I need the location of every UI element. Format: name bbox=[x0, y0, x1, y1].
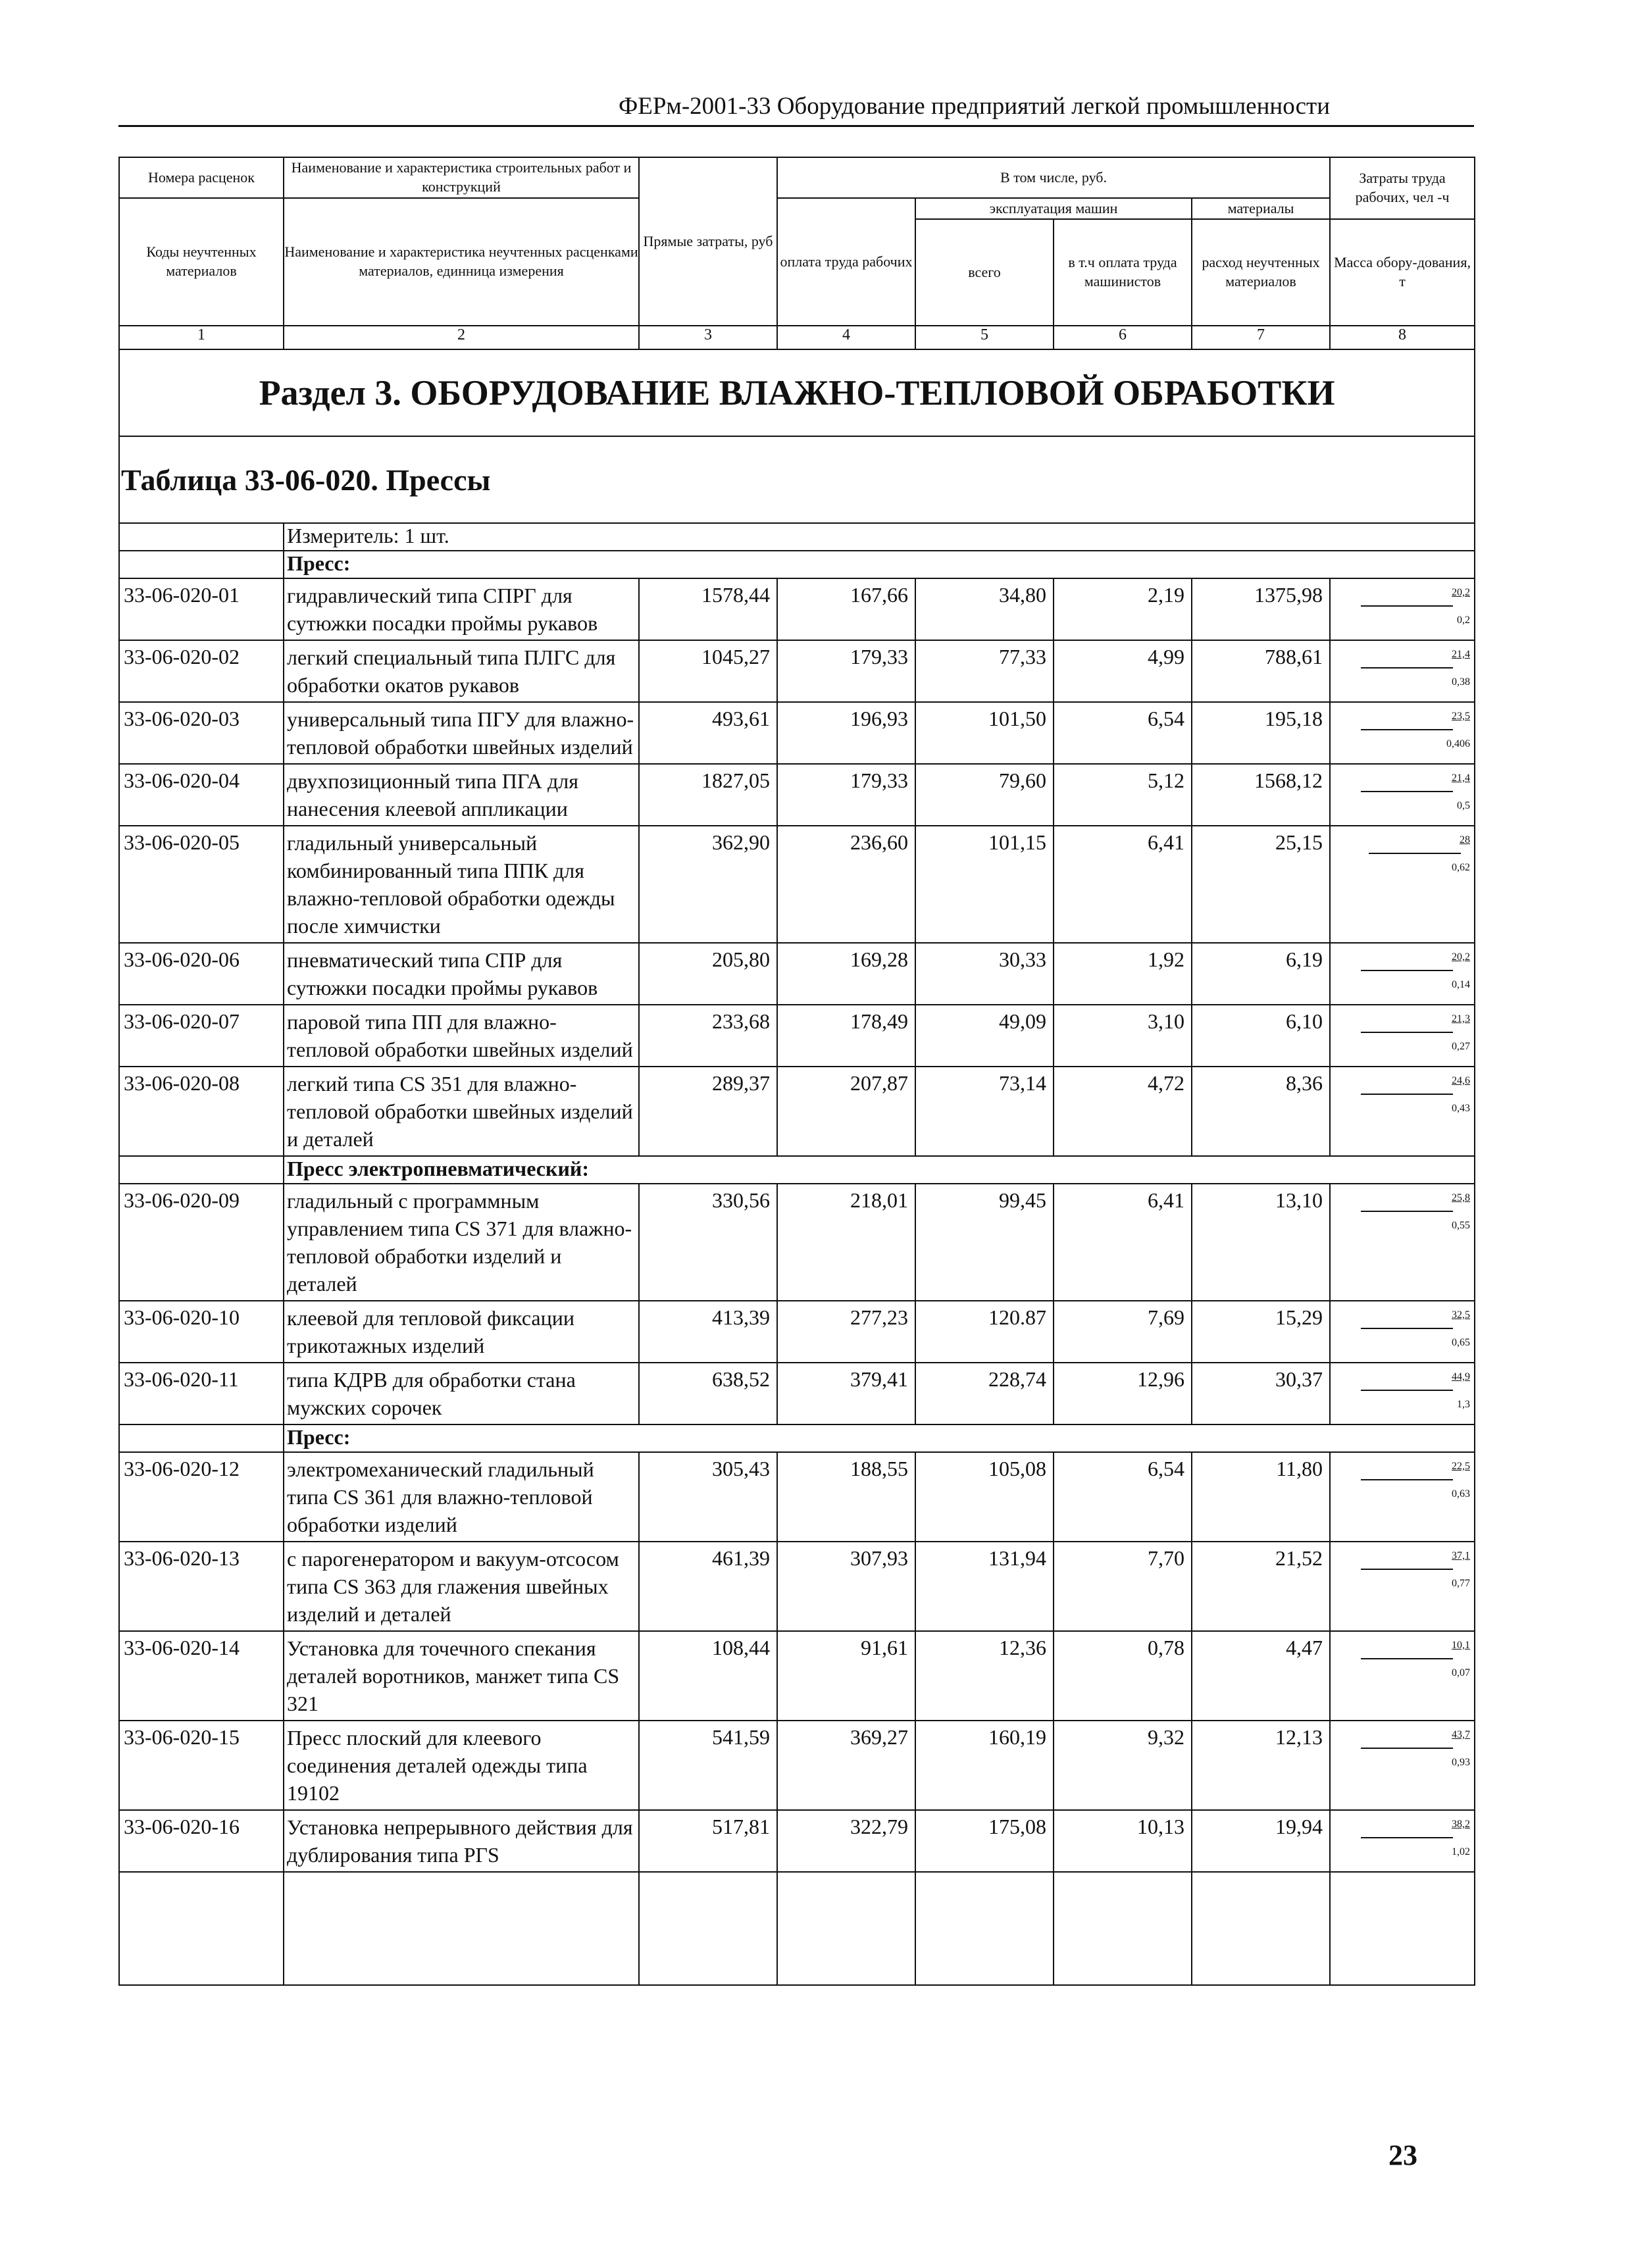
machines-total: 30,33 bbox=[915, 943, 1054, 1005]
header-rule bbox=[118, 125, 1474, 127]
rate-code: 33-06-020-16 bbox=[119, 1810, 284, 1872]
labor-and-mass bbox=[1330, 1184, 1475, 1301]
equipment-mass: 0,27 bbox=[1452, 1041, 1471, 1052]
rate-code: 33-06-020-07 bbox=[119, 1005, 284, 1067]
blank-cell bbox=[639, 1872, 777, 1985]
work-name: легкий типа CS 351 для влажно-тепловой обработки швейных изделий и деталей bbox=[284, 1067, 639, 1156]
labor-hours: 32,5 bbox=[1331, 1301, 1474, 1329]
group-label: Пресс электропневматический: bbox=[284, 1156, 1475, 1184]
equipment-mass: 0,2 bbox=[1457, 615, 1471, 626]
machine-operators-pay: 6,41 bbox=[1054, 826, 1192, 943]
direct-cost: 638,52 bbox=[639, 1363, 777, 1424]
work-name: гладильный универсальный комбинированный типа ППК для влажно-тепловой обработки одежды после химчистки bbox=[284, 826, 639, 943]
rates-table bbox=[118, 157, 1475, 1986]
col1-top-header: Номера расценок bbox=[119, 157, 284, 198]
table-title: Таблица 33-06-020. Прессы bbox=[119, 436, 1475, 523]
column-number: 2 bbox=[284, 326, 639, 349]
labor-hours: 28 bbox=[1331, 826, 1474, 854]
equipment-mass: 0,5 bbox=[1457, 800, 1471, 811]
machine-operators-pay: 1,92 bbox=[1054, 943, 1192, 1005]
work-name: Установка для точечного спекания деталей воротников, манжет типа CS 321 bbox=[284, 1631, 639, 1721]
table-row bbox=[119, 1363, 1475, 1424]
labor-hours: 24,6 bbox=[1331, 1067, 1474, 1095]
machines-total: 101,15 bbox=[915, 826, 1054, 943]
materials-cost: 13,10 bbox=[1192, 1184, 1330, 1301]
direct-cost: 1578,44 bbox=[639, 578, 777, 640]
table-row bbox=[119, 1067, 1475, 1156]
machines-total: 175,08 bbox=[915, 1810, 1054, 1872]
machine-operators-pay: 7,69 bbox=[1054, 1301, 1192, 1363]
direct-cost: 517,81 bbox=[639, 1810, 777, 1872]
direct-cost: 362,90 bbox=[639, 826, 777, 943]
direct-cost: 305,43 bbox=[639, 1452, 777, 1542]
column-number: 1 bbox=[119, 326, 284, 349]
materials-cost: 6,19 bbox=[1192, 943, 1330, 1005]
labor-pay: 207,87 bbox=[777, 1067, 915, 1156]
work-name: двухпозиционный типа ПГА для нанесения клеевой аппликации bbox=[284, 764, 639, 826]
work-name: типа КДРВ для обработки стана мужских сорочек bbox=[284, 1363, 639, 1424]
labor-and-mass bbox=[1330, 764, 1475, 826]
direct-cost: 289,37 bbox=[639, 1067, 777, 1156]
work-name: пневматический типа СПР для сутюжки посадки проймы рукавов bbox=[284, 943, 639, 1005]
machines-total: 120.87 bbox=[915, 1301, 1054, 1363]
labor-hours: 37,1 bbox=[1331, 1542, 1474, 1570]
work-name: Установка непрерывного действия для дублирования типа PГS bbox=[284, 1810, 639, 1872]
table-row bbox=[119, 764, 1475, 826]
machine-operators-pay: 4,72 bbox=[1054, 1067, 1192, 1156]
machine-operators-pay: 9,32 bbox=[1054, 1721, 1192, 1810]
labor-pay: 178,49 bbox=[777, 1005, 915, 1067]
materials-cost: 4,47 bbox=[1192, 1631, 1330, 1721]
machines-total: 160,19 bbox=[915, 1721, 1054, 1810]
column-number: 8 bbox=[1330, 326, 1475, 349]
equipment-mass: 1,02 bbox=[1452, 1846, 1471, 1857]
machine-operators-pay: 4,99 bbox=[1054, 640, 1192, 702]
col5-header: всего bbox=[915, 219, 1054, 326]
machine-operators-pay: 6,54 bbox=[1054, 702, 1192, 764]
labor-hours: 20,2 bbox=[1331, 944, 1474, 971]
machine-operators-pay: 6,54 bbox=[1054, 1452, 1192, 1542]
labor-and-mass bbox=[1330, 1810, 1475, 1872]
direct-cost: 108,44 bbox=[639, 1631, 777, 1721]
machine-operators-pay: 10,13 bbox=[1054, 1810, 1192, 1872]
labor-and-mass bbox=[1330, 1005, 1475, 1067]
labor-and-mass bbox=[1330, 702, 1475, 764]
work-name: паровой типа ПП для влажно-тепловой обработки швейных изделий bbox=[284, 1005, 639, 1067]
group-spacer bbox=[119, 551, 284, 578]
rates-table-frame bbox=[118, 157, 1474, 1986]
work-name: гладильный с программным управлением типа CS 371 для влажно-тепловой обработки изделий и деталей bbox=[284, 1184, 639, 1301]
labor-hours: 21,4 bbox=[1331, 641, 1474, 668]
rate-code: 33-06-020-01 bbox=[119, 578, 284, 640]
rate-code: 33-06-020-13 bbox=[119, 1542, 284, 1631]
rate-code: 33-06-020-03 bbox=[119, 702, 284, 764]
blank-cell bbox=[915, 1872, 1054, 1985]
col8-top-header: Затраты труда рабочих, чел -ч bbox=[1330, 157, 1475, 219]
direct-cost: 330,56 bbox=[639, 1184, 777, 1301]
machines-total: 105,08 bbox=[915, 1452, 1054, 1542]
machines-total: 99,45 bbox=[915, 1184, 1054, 1301]
machines-group-header: эксплуатация машин bbox=[915, 198, 1192, 219]
materials-cost: 195,18 bbox=[1192, 702, 1330, 764]
rate-code: 33-06-020-10 bbox=[119, 1301, 284, 1363]
labor-hours: 20,2 bbox=[1331, 579, 1474, 607]
labor-pay: 277,23 bbox=[777, 1301, 915, 1363]
direct-cost: 1827,05 bbox=[639, 764, 777, 826]
group-row bbox=[119, 1424, 1475, 1452]
machines-total: 131,94 bbox=[915, 1542, 1054, 1631]
group-label: Пресс: bbox=[284, 1424, 1475, 1452]
column-number: 7 bbox=[1192, 326, 1330, 349]
equipment-mass: 0,07 bbox=[1452, 1667, 1471, 1678]
blank-cell bbox=[119, 1872, 284, 1985]
table-row bbox=[119, 826, 1475, 943]
included-group-header: В том числе, руб. bbox=[777, 157, 1330, 198]
blank-cell bbox=[284, 1872, 639, 1985]
column-number: 3 bbox=[639, 326, 777, 349]
materials-cost: 21,52 bbox=[1192, 1542, 1330, 1631]
table-row bbox=[119, 1184, 1475, 1301]
labor-hours: 38,2 bbox=[1331, 1811, 1474, 1838]
machines-total: 77,33 bbox=[915, 640, 1054, 702]
machine-operators-pay: 7,70 bbox=[1054, 1542, 1192, 1631]
machines-total: 73,14 bbox=[915, 1067, 1054, 1156]
work-name: гидравлический типа СПРГ для сутюжки посадки проймы рукавов bbox=[284, 578, 639, 640]
materials-cost: 1375,98 bbox=[1192, 578, 1330, 640]
labor-and-mass bbox=[1330, 1542, 1475, 1631]
labor-pay: 196,93 bbox=[777, 702, 915, 764]
group-spacer bbox=[119, 1424, 284, 1452]
unit-of-measure: Измеритель: 1 шт. bbox=[284, 523, 1475, 551]
column-number: 4 bbox=[777, 326, 915, 349]
col4-header: оплата труда рабочих bbox=[777, 198, 915, 326]
equipment-mass: 0,77 bbox=[1452, 1578, 1471, 1589]
table-row bbox=[119, 1005, 1475, 1067]
labor-and-mass bbox=[1330, 1452, 1475, 1542]
labor-and-mass bbox=[1330, 943, 1475, 1005]
table-row bbox=[119, 1721, 1475, 1810]
labor-hours: 43,7 bbox=[1331, 1721, 1474, 1749]
labor-pay: 179,33 bbox=[777, 640, 915, 702]
rate-code: 33-06-020-02 bbox=[119, 640, 284, 702]
materials-cost: 15,29 bbox=[1192, 1301, 1330, 1363]
meter-spacer bbox=[119, 523, 284, 551]
materials-group-header: материалы bbox=[1192, 198, 1330, 219]
machines-total: 228,74 bbox=[915, 1363, 1054, 1424]
section-title: Раздел 3. ОБОРУДОВАНИЕ ВЛАЖНО-ТЕПЛОВОЙ ОБРАБОТКИ bbox=[119, 349, 1475, 436]
group-row bbox=[119, 1156, 1475, 1184]
machine-operators-pay: 2,19 bbox=[1054, 578, 1192, 640]
work-name: клеевой для тепловой фиксации трикотажных изделий bbox=[284, 1301, 639, 1363]
labor-hours: 21,4 bbox=[1331, 765, 1474, 792]
work-name: универсальный типа ПГУ для влажно-тепловой обработки швейных изделий bbox=[284, 702, 639, 764]
labor-pay: 167,66 bbox=[777, 578, 915, 640]
rate-code: 33-06-020-05 bbox=[119, 826, 284, 943]
page-number: 23 bbox=[1388, 2139, 1417, 2171]
direct-cost: 205,80 bbox=[639, 943, 777, 1005]
column-number: 5 bbox=[915, 326, 1054, 349]
labor-hours: 44,9 bbox=[1331, 1363, 1474, 1391]
machines-total: 49,09 bbox=[915, 1005, 1054, 1067]
table-row bbox=[119, 578, 1475, 640]
labor-pay: 369,27 bbox=[777, 1721, 915, 1810]
table-row bbox=[119, 943, 1475, 1005]
materials-cost: 6,10 bbox=[1192, 1005, 1330, 1067]
work-name: электромеханический гладильный типа CS 361 для влажно-тепловой обработки изделий bbox=[284, 1452, 639, 1542]
machines-total: 34,80 bbox=[915, 578, 1054, 640]
equipment-mass: 0,65 bbox=[1452, 1337, 1471, 1348]
machines-total: 12,36 bbox=[915, 1631, 1054, 1721]
labor-hours: 10,1 bbox=[1331, 1632, 1474, 1659]
group-row bbox=[119, 551, 1475, 578]
labor-pay: 236,60 bbox=[777, 826, 915, 943]
rate-code: 33-06-020-14 bbox=[119, 1631, 284, 1721]
rate-code: 33-06-020-12 bbox=[119, 1452, 284, 1542]
labor-pay: 322,79 bbox=[777, 1810, 915, 1872]
running-header: ФЕРм-2001-33 Оборудование предприятий легкой промышленности bbox=[619, 93, 1331, 120]
col8-bottom-header: Масса обору-дования, т bbox=[1330, 219, 1475, 326]
direct-cost: 233,68 bbox=[639, 1005, 777, 1067]
column-numbers-row bbox=[119, 326, 1475, 349]
group-label: Пресс: bbox=[284, 551, 1475, 578]
col2-bottom-header: Наименование и характеристика неучтенных расценками материалов, единница измерения bbox=[284, 198, 639, 326]
col2-top-header: Наименование и характеристика строительных работ и конструкций bbox=[284, 157, 639, 198]
col6-header: в т.ч оплата труда машинистов bbox=[1054, 219, 1192, 326]
rate-code: 33-06-020-11 bbox=[119, 1363, 284, 1424]
work-name: Пресс плоский для клеевого соединения деталей одежды типа 19102 bbox=[284, 1721, 639, 1810]
labor-pay: 188,55 bbox=[777, 1452, 915, 1542]
equipment-mass: 0,62 bbox=[1452, 862, 1471, 873]
labor-pay: 379,41 bbox=[777, 1363, 915, 1424]
blank-row bbox=[119, 1872, 1475, 1985]
labor-pay: 179,33 bbox=[777, 764, 915, 826]
labor-pay: 91,61 bbox=[777, 1631, 915, 1721]
labor-pay: 307,93 bbox=[777, 1542, 915, 1631]
rate-code: 33-06-020-08 bbox=[119, 1067, 284, 1156]
labor-and-mass bbox=[1330, 826, 1475, 943]
materials-cost: 30,37 bbox=[1192, 1363, 1330, 1424]
rate-code: 33-06-020-06 bbox=[119, 943, 284, 1005]
materials-cost: 8,36 bbox=[1192, 1067, 1330, 1156]
table-row bbox=[119, 640, 1475, 702]
machine-operators-pay: 0,78 bbox=[1054, 1631, 1192, 1721]
table-row bbox=[119, 1301, 1475, 1363]
table-row bbox=[119, 1631, 1475, 1721]
work-name: легкий специальный типа ПЛГС для обработки окатов рукавов bbox=[284, 640, 639, 702]
blank-cell bbox=[1054, 1872, 1192, 1985]
machine-operators-pay: 5,12 bbox=[1054, 764, 1192, 826]
blank-cell bbox=[1330, 1872, 1475, 1985]
blank-cell bbox=[777, 1872, 915, 1985]
equipment-mass: 0,55 bbox=[1452, 1220, 1471, 1231]
labor-and-mass bbox=[1330, 1067, 1475, 1156]
table-row bbox=[119, 702, 1475, 764]
labor-and-mass bbox=[1330, 640, 1475, 702]
col7-header: расход неучтенных материалов bbox=[1192, 219, 1330, 326]
labor-pay: 218,01 bbox=[777, 1184, 915, 1301]
group-spacer bbox=[119, 1156, 284, 1184]
materials-cost: 788,61 bbox=[1192, 640, 1330, 702]
materials-cost: 25,15 bbox=[1192, 826, 1330, 943]
materials-cost: 12,13 bbox=[1192, 1721, 1330, 1810]
equipment-mass: 1,3 bbox=[1457, 1399, 1471, 1410]
materials-cost: 19,94 bbox=[1192, 1810, 1330, 1872]
direct-cost: 413,39 bbox=[639, 1301, 777, 1363]
machines-total: 101,50 bbox=[915, 702, 1054, 764]
machines-total: 79,60 bbox=[915, 764, 1054, 826]
table-row bbox=[119, 1452, 1475, 1542]
col1-bottom-header: Коды неучтенных материалов bbox=[119, 198, 284, 326]
labor-hours: 23,5 bbox=[1331, 703, 1474, 730]
machine-operators-pay: 6,41 bbox=[1054, 1184, 1192, 1301]
table-row bbox=[119, 1810, 1475, 1872]
direct-cost: 493,61 bbox=[639, 702, 777, 764]
direct-cost: 461,39 bbox=[639, 1542, 777, 1631]
materials-cost: 11,80 bbox=[1192, 1452, 1330, 1542]
work-name: с парогенератором и вакуум-отсосом типа CS 363 для глажения швейных изделий и деталей bbox=[284, 1542, 639, 1631]
machine-operators-pay: 12,96 bbox=[1054, 1363, 1192, 1424]
blank-cell bbox=[1192, 1872, 1330, 1985]
machine-operators-pay: 3,10 bbox=[1054, 1005, 1192, 1067]
rate-code: 33-06-020-04 bbox=[119, 764, 284, 826]
labor-and-mass bbox=[1330, 1301, 1475, 1363]
equipment-mass: 0,38 bbox=[1452, 676, 1471, 688]
materials-cost: 1568,12 bbox=[1192, 764, 1330, 826]
equipment-mass: 0,43 bbox=[1452, 1103, 1471, 1114]
equipment-mass: 0,406 bbox=[1446, 738, 1471, 749]
column-number: 6 bbox=[1054, 326, 1192, 349]
labor-and-mass bbox=[1330, 1721, 1475, 1810]
labor-and-mass bbox=[1330, 578, 1475, 640]
labor-and-mass bbox=[1330, 1631, 1475, 1721]
equipment-mass: 0,14 bbox=[1452, 979, 1471, 990]
direct-cost: 1045,27 bbox=[639, 640, 777, 702]
equipment-mass: 0,93 bbox=[1452, 1757, 1471, 1768]
rate-code: 33-06-020-09 bbox=[119, 1184, 284, 1301]
table-row bbox=[119, 1542, 1475, 1631]
rate-code: 33-06-020-15 bbox=[119, 1721, 284, 1810]
labor-hours: 22,5 bbox=[1331, 1453, 1474, 1480]
labor-hours: 25,8 bbox=[1331, 1184, 1474, 1212]
col3-header: Прямые затраты, руб bbox=[639, 157, 777, 326]
direct-cost: 541,59 bbox=[639, 1721, 777, 1810]
labor-hours: 21,3 bbox=[1331, 1005, 1474, 1033]
labor-and-mass bbox=[1330, 1363, 1475, 1424]
labor-pay: 169,28 bbox=[777, 943, 915, 1005]
equipment-mass: 0,63 bbox=[1452, 1488, 1471, 1499]
